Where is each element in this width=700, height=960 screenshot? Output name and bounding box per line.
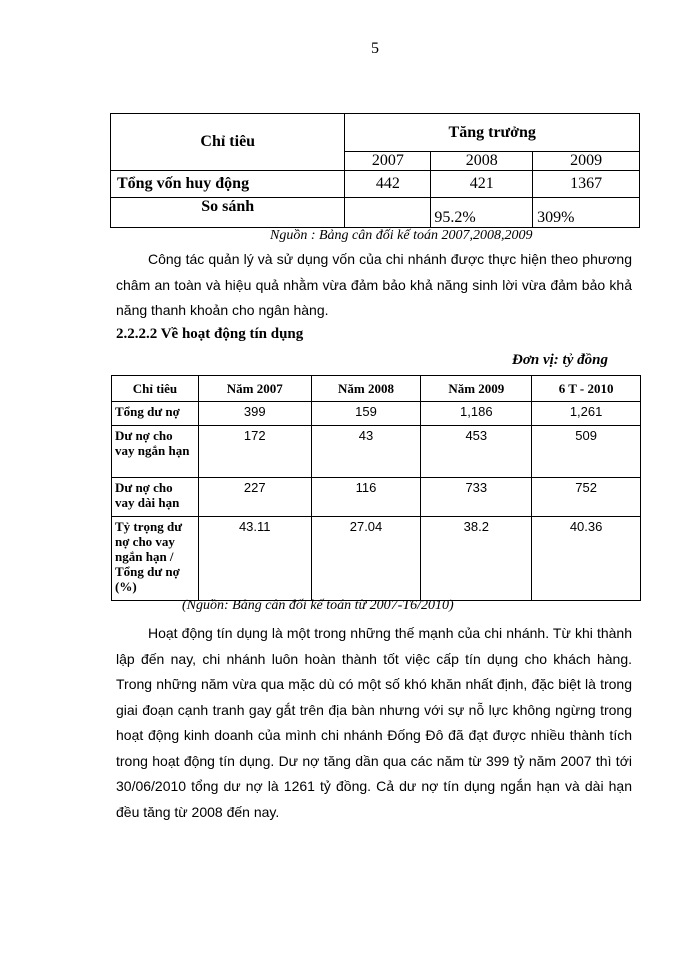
page-number: 5 [371, 40, 379, 57]
table2-cell: 733 [421, 478, 532, 517]
table1-cell [345, 198, 431, 228]
table-row [111, 198, 640, 228]
table2-cell: 172 [198, 426, 311, 478]
table2-cell: 1,186 [421, 402, 532, 426]
table2-cell: 38.2 [421, 517, 532, 601]
table2-row-label: Tỷ trọng dư nợ cho vay ngắn hạn / Tổng dư nợ (%) [112, 517, 199, 601]
table2-cell: 399 [198, 402, 311, 426]
table1-year: 2008 [431, 152, 533, 171]
table2-cell: 752 [532, 478, 641, 517]
table2-cell: 40.36 [532, 517, 641, 601]
table2-cell: 1,261 [532, 402, 641, 426]
section-heading: 2.2.2.2 Về hoạt động tín dụng [116, 326, 304, 342]
table2-cell: 43 [311, 426, 421, 478]
table-row [112, 402, 641, 426]
table1-source: Nguồn : Bảng cân đối kế toán 2007,2008,2009 [270, 228, 533, 243]
table2-row-label: Dư nợ cho vay dài hạn [112, 478, 199, 517]
credit-table [111, 375, 641, 601]
table1-year: 2007 [345, 152, 431, 171]
table1-cell: 1367 [533, 171, 640, 198]
table2-header: Chỉ tiêu [112, 376, 199, 402]
table2-cell: 159 [311, 402, 421, 426]
table1-group-header: Tăng trưởng [345, 114, 640, 152]
paragraph-credit: Hoạt động tín dụng là một trong những thế mạnh của chi nhánh. Từ khi thành lập đến nay, chi nhánh luôn hoàn thành tốt việc cấp tín dụng cho khách hàng. Trong những năm vừa qua mặc dù có một số khó khăn nhất định, đặc biệt là trong giai đoạn cạnh tranh gay gắt trên địa bàn nhưng với sự nỗ lực không ngừng trong hoạt động kinh doanh của mình chi nhánh Đống Đô đã đạt được nhiều thành tích trong hoạt động tín dụng. Dư nợ tăng dần qua các năm từ 399 tỷ năm 2007 thì tới 30/06/2010 tổng dư nợ là 1261 tỷ đồng. Cả dư nợ tín dụng ngắn hạn và dài hạn đều tăng từ 2008 đến nay. [116, 625, 632, 820]
paragraph-capital: Công tác quản lý và sử dụng vốn của chi nhánh được thực hiện theo phương châm an toàn và hiệu quả nhằm vừa đảm bảo khả năng sinh lời vừa đảm bảo khả năng thanh khoản cho ngân hàng. [116, 251, 632, 318]
unit-label: Đơn vị: tỷ đồng [512, 352, 608, 368]
table1-row-label: So sánh [111, 198, 345, 228]
table2-cell: 509 [532, 426, 641, 478]
table2-row-label: Dư nợ cho vay ngắn hạn [112, 426, 199, 478]
table2-header: Năm 2008 [311, 376, 421, 402]
table1-header-label: Chỉ tiêu [111, 114, 345, 171]
table1-cell: 309% [533, 198, 640, 228]
table1-cell: 442 [345, 171, 431, 198]
table1-row-label: Tổng vốn huy động [111, 171, 345, 198]
table-row [111, 171, 640, 198]
table-row [112, 478, 641, 517]
table2-row-label: Tổng dư nợ [112, 402, 199, 426]
table-row [112, 517, 641, 601]
table1-cell: 421 [431, 171, 533, 198]
capital-growth-table [110, 113, 640, 228]
table-row [112, 426, 641, 478]
table1-cell: 95.2% [431, 198, 533, 228]
table2-source: (Nguồn: Bảng cân đối kế toán từ 2007-T6/2010) [182, 598, 454, 613]
table1-year: 2009 [533, 152, 640, 171]
table2-cell: 116 [311, 478, 421, 517]
table2-header: Năm 2007 [198, 376, 311, 402]
table2-header: Năm 2009 [421, 376, 532, 402]
table2-cell: 227 [198, 478, 311, 517]
table2-header: 6 T - 2010 [532, 376, 641, 402]
table2-cell: 27.04 [311, 517, 421, 601]
table2-cell: 43.11 [198, 517, 311, 601]
table2-cell: 453 [421, 426, 532, 478]
